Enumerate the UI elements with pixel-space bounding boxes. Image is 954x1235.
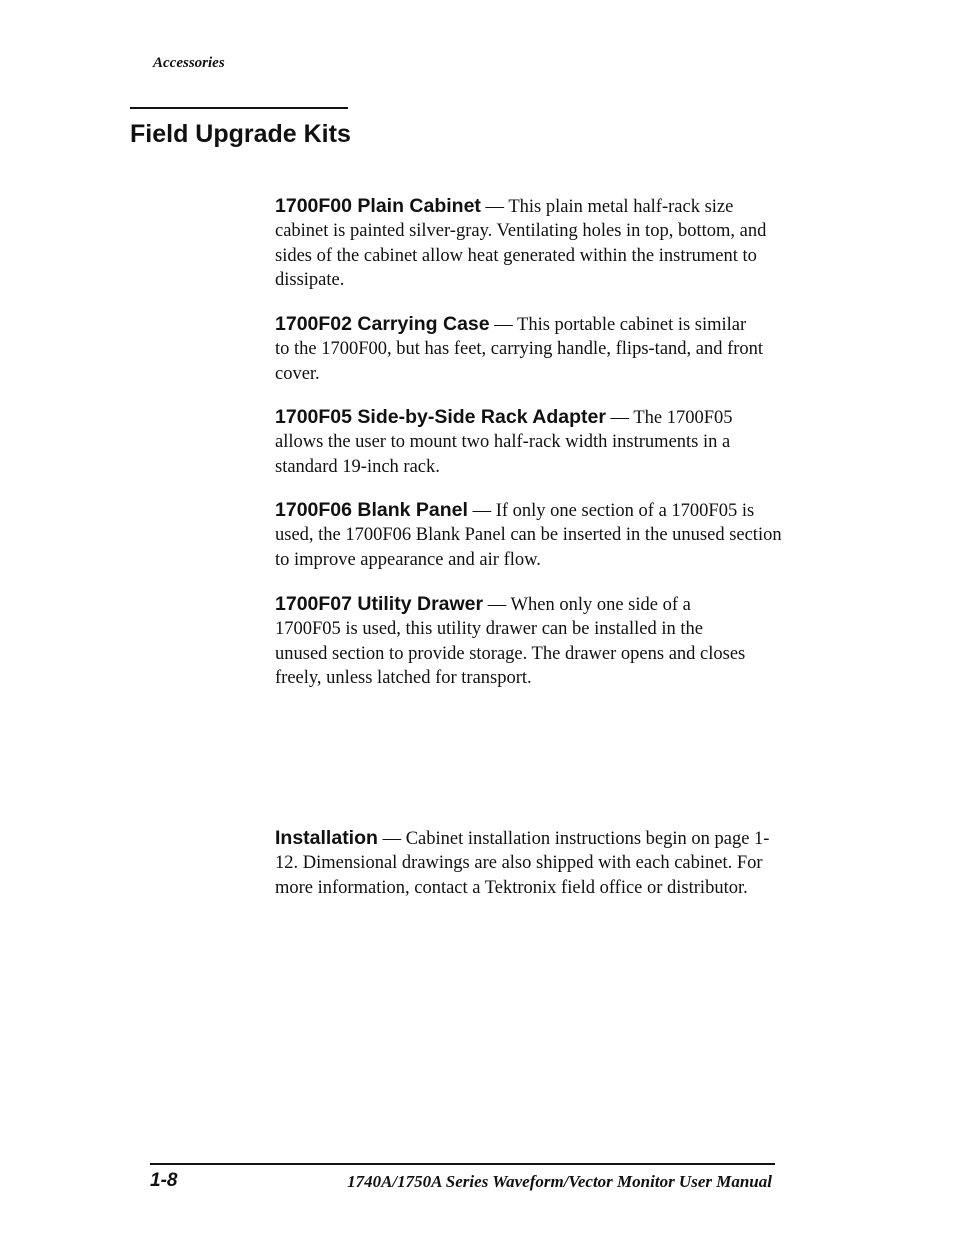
- entry-text: This portable cabinet is similar to the 1700F00, but has feet, carrying handle, flips-tand, and front cover.: [275, 315, 764, 384]
- entry-term: 1700F05 Side-by-Side Rack Adapter: [275, 406, 606, 428]
- page-number: 1-8: [150, 1170, 178, 1191]
- entry-term: 1700F00 Plain Cabinet: [275, 195, 481, 217]
- entry-text: The 1700F05 allows the user to mount two half-rack width instruments in a standard 19-inch rack.: [275, 408, 733, 477]
- entry-carrying-case: [275, 312, 765, 386]
- entry-plain-cabinet: [275, 194, 775, 292]
- entry-utility-drawer: [275, 592, 760, 690]
- entry-dash: —: [605, 408, 634, 428]
- entry-term: Installation: [275, 827, 378, 849]
- entry-term: 1700F06 Blank Panel: [275, 499, 468, 521]
- entry-term: 1700F02 Carrying Case: [275, 313, 490, 335]
- entry-dash: —: [377, 829, 406, 849]
- entry-text: If only one section of a 1700F05 is used, the 1700F06 Blank Panel can be inserted in the unused section to improve appearance and air flow.: [275, 501, 782, 570]
- section-title: Field Upgrade Kits: [130, 120, 351, 148]
- entry-text: This plain metal half-rack size cabinet is painted silver-gray. Ventilating holes in top, bottom, and sides of the cabinet allow heat generated within the instrument to dissipate.: [275, 197, 767, 290]
- entry-installation: [275, 826, 785, 900]
- running-head: Accessories: [153, 55, 225, 71]
- entry-text: Cabinet installation instructions begin on page 1-12. Dimensional drawings are also shipped with each cabinet. For more information, contact a Tektronix field office or distributor.: [275, 829, 770, 898]
- entry-dash: —: [480, 197, 509, 217]
- entry-rack-adapter: [275, 405, 765, 479]
- footer-rule: [150, 1163, 775, 1165]
- entry-term: 1700F07 Utility Drawer: [275, 593, 484, 615]
- title-rule: [130, 107, 348, 109]
- entry-dash: —: [489, 315, 518, 335]
- entry-text: When only one side of a 1700F05 is used, this utility drawer can be installed in the unused section to provide storage. The drawer opens and closes freely, unless latched for transport.: [275, 595, 746, 688]
- entry-dash: —: [467, 501, 496, 521]
- manual-title: 1740A/1750A Series Waveform/Vector Monitor User Manual: [347, 1172, 772, 1191]
- entry-blank-panel: [275, 498, 785, 572]
- entry-dash: —: [483, 595, 511, 615]
